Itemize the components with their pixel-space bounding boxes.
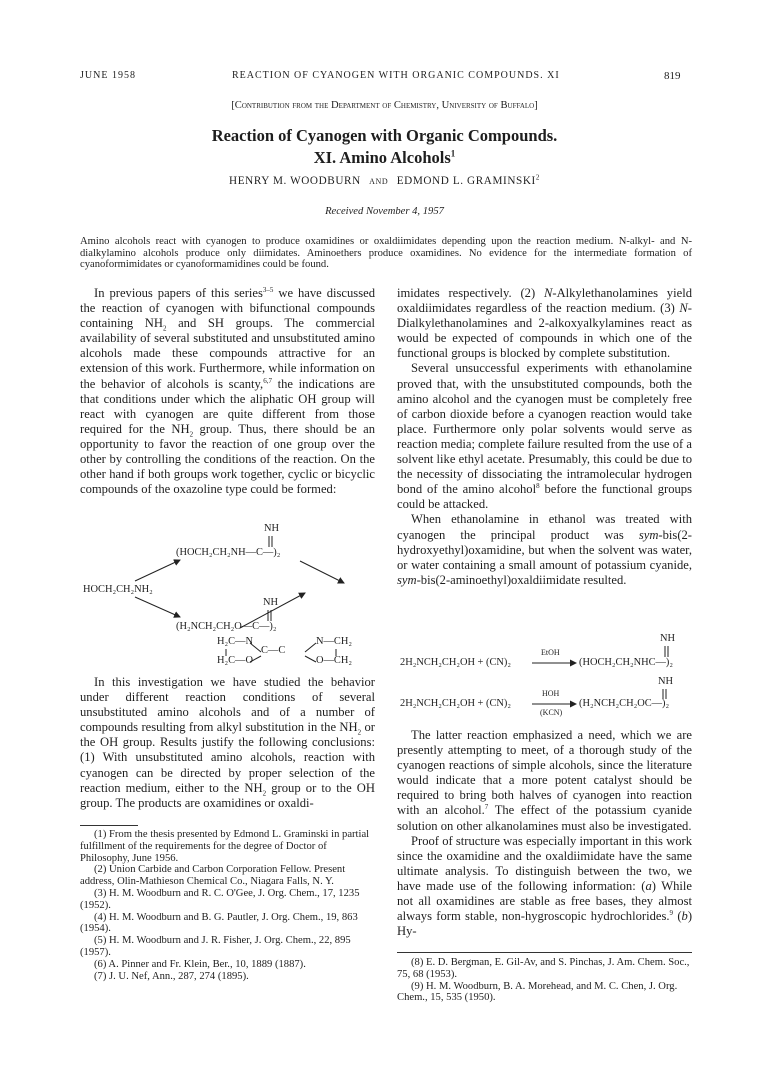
scheme-ring-top-left: H₂C—N [217, 636, 253, 647]
reaction-2-nh: NH [658, 676, 674, 687]
left-footnote-rule [80, 825, 138, 826]
scheme-reactant: HOCH₂CH₂NH₂ [83, 584, 153, 595]
footnote-2: (2) Union Carbide and Carbon Corporation Fellow. Present address, Olin-Mathieson Chemical Co., Niagara Falls, N. Y. [80, 864, 346, 888]
experiments-paragraph: Several unsuccessful experiments with ethanolamine proved that, with the unsubstituted compounds, both the amino alcohol and the cyanogen must be completely free of carbon dioxide before a cyanogen reaction would take place. Furthermore only polar solvents would serve as reaction media; complete failure resulted from the use of a solvent like ethyl acetate. Presumably, this could be due to the necessity of dissociating the intramolecular hydrogen bond of the amino alcohol$^8$ before the functional groups could be attacked. [397, 361, 692, 512]
scheme-ring-top-right: N—CH₂ [316, 636, 352, 647]
abstract: Amino alcohols react with cyanogen to produce oxamidines or oxaldiimidates depending upon the reaction medium. N-alkyl- and N-dialkylamino alcohols produce only diimidates. Aminoethers produce oxamidines. No evidence for the intermediate formation of cyanoformimidates or cyanoformamidines could be found. [80, 236, 692, 271]
footnote-8: (8) E. D. Bergman, E. Gil-Av, and S. Pinchas, J. Am. Chem. Soc., 75, 68 (1953). [397, 957, 690, 980]
title-footnote-mark: 1 [450, 148, 456, 159]
scheme-top-product: (HOCH₂CH₂NH—C—)₂ [176, 547, 281, 558]
footnote-6: (6) A. Pinner and Fr. Klein, Ber., 10, 1889 (1887). [94, 958, 306, 970]
reaction-1-solvent: EtOH [541, 648, 560, 657]
right-column-bottom [397, 728, 692, 939]
reaction-2-product: (H₂NCH₂CH₂OC—)₂ [579, 698, 670, 709]
scheme-ring-bottom-left: H₂C—O [217, 655, 253, 666]
investigation-paragraph: In this investigation we have studied the behavior under different reaction conditions of several unsubstituted amino alcohols and of a number of compounds resulting from alkyl substitution in the $NH_2$ or the OH group. Results justify the following conclusions: (1) With unsubstituted amino alcohols, reaction with cyanogen can be directed by proper selection of the reaction medium, either to the $NH_2$ group or to the OH group. The products are oxamidines or oxaldi- [80, 675, 375, 810]
right-footnotes [397, 957, 692, 1004]
received-date: Received November 4, 1957 [325, 206, 444, 217]
footnote-4: (4) H. M. Woodburn and B. G. Pautler, J. Org. Chem., 19, 863 (1954). [80, 911, 358, 935]
scheme-bottom-product: (H₂NCH₂CH₂O—C—)₂ [176, 621, 277, 632]
author-graminski: EDMOND L. GRAMINSKI [396, 175, 536, 187]
reaction-2-catalyst: (KCN) [540, 708, 563, 717]
running-head-date: JUNE 1958 [80, 70, 136, 81]
footnote-7: (7) J. U. Nef, Ann., 287, 274 (1895). [94, 970, 249, 982]
author-woodburn: HENRY M. WOODBURN [229, 175, 361, 187]
conclusions-continued: imidates respectively. (2) N-Alkylethanolamines yield oxaldiimidates regardless of the reaction medium. (3) N-Dialkylethanolamines and 2-alkoxyalkylamines react as would be expected of compounds in which one of the functional groups is blocked by complete substitution. [397, 286, 692, 361]
reaction-2-reactants: 2H₂NCH₂CH₂OH + (CN)₂ [400, 698, 511, 709]
article-title-line-1: Reaction of Cyanogen with Organic Compounds. [211, 126, 558, 145]
right-footnote-rule [397, 952, 692, 953]
intro-paragraph: In previous papers of this series$^{3-5}$ we have discussed the reaction of cyanogen with bifunctional compounds containing $NH_2$ and SH groups. The commercial availability of several substituted and unsubstituted amino alcohols made these compounds attractive for an extension of this work. Furthermore, while information on the behavior of alcohols is scanty,$^{6,7}$ the indications are that conditions under which the aliphatic OH group will react with cyanogen are quite different from those required for the $NH_2$ group. Thus, there should be an opportunity to favor the reaction of one group over the other by controlling the conditions of the reaction. On the other hand if both groups work together, cyclic or bicyclic compounds of the oxazoline type could be formed: [80, 285, 376, 497]
reaction-1-nh: NH [660, 633, 676, 644]
article-title-text: XI. Amino Alcohols [313, 148, 451, 167]
reaction-2-solvent: HOH [542, 689, 560, 698]
page-number: 819 [664, 70, 681, 82]
scheme-nh-bottom: NH [263, 597, 279, 608]
reaction-1-reactants: 2H₂NCH₂CH₂OH + (CN)₂ [400, 657, 511, 668]
scheme-nh-top: NH [264, 523, 280, 534]
footnote-5: (5) H. M. Woodburn and J. R. Fisher, J. Org. Chem., 22, 895 (1957). [80, 935, 351, 958]
authors-and: and [369, 175, 389, 187]
contribution-line: [Contribution from the Department of Chemistry, University of Buffalo] [231, 100, 538, 111]
proof-paragraph: Proof of structure was especially important in this work since the oxamidine and the oxaldiimidate have the same ultimate analysis. To distinguish between the two, we have made use of the following information: (a) While not all oxamidines are stable as free bases, they almost always form stable, non-hygroscopic hydrochlorides.$^9$ (b) Hy- [397, 833, 693, 939]
author-footnote-mark: 2 [535, 173, 540, 182]
footnote-1: (1) From the thesis presented by Edmond L. Graminski in partial fulfillment of the requirements for the degree of Doctor of Philosophy, June 1956. [80, 829, 370, 864]
running-head-title: REACTION OF CYANOGEN WITH ORGANIC COMPOUNDS. XI [232, 70, 560, 81]
scheme-ring-center: C—C [261, 645, 286, 656]
left-footnotes [80, 829, 375, 982]
ethanolamine-paragraph: When ethanolamine in ethanol was treated with cyanogen the principal product was sym-bis(2-hydroxyethyl)oxamidine, but when the solvent was water, or water containing a small amount of potassium cyanide, sym-bis(2-aminoethyl)oxaldiimidate resulted. [397, 512, 692, 587]
scheme-ring-bottom-right: O—CH₂ [316, 655, 352, 666]
reaction-1-product: (HOCH₂CH₂NHC—)₂ [579, 657, 673, 668]
latter-reaction-paragraph: The latter reaction emphasized a need, which we are presently attempting to meet, of a thorough study of the cyanogen reactions of simple alcohols, since the literature would indicate that a more potent catalyst should be required to bring both halves of cyanogen into reaction with an alcohol.$^7$ The effect of the potassium cyanide solution on other alkanolamines must also be investigated. [397, 728, 692, 833]
footnote-9: (9) H. M. Woodburn, B. A. Morehead, and M. C. Chen, J. Org. Chem., 15, 535 (1950). [397, 980, 678, 1004]
footnote-3: (3) H. M. Woodburn and R. C. O'Gee, J. Org. Chem., 17, 1235 (1952). [80, 887, 360, 911]
